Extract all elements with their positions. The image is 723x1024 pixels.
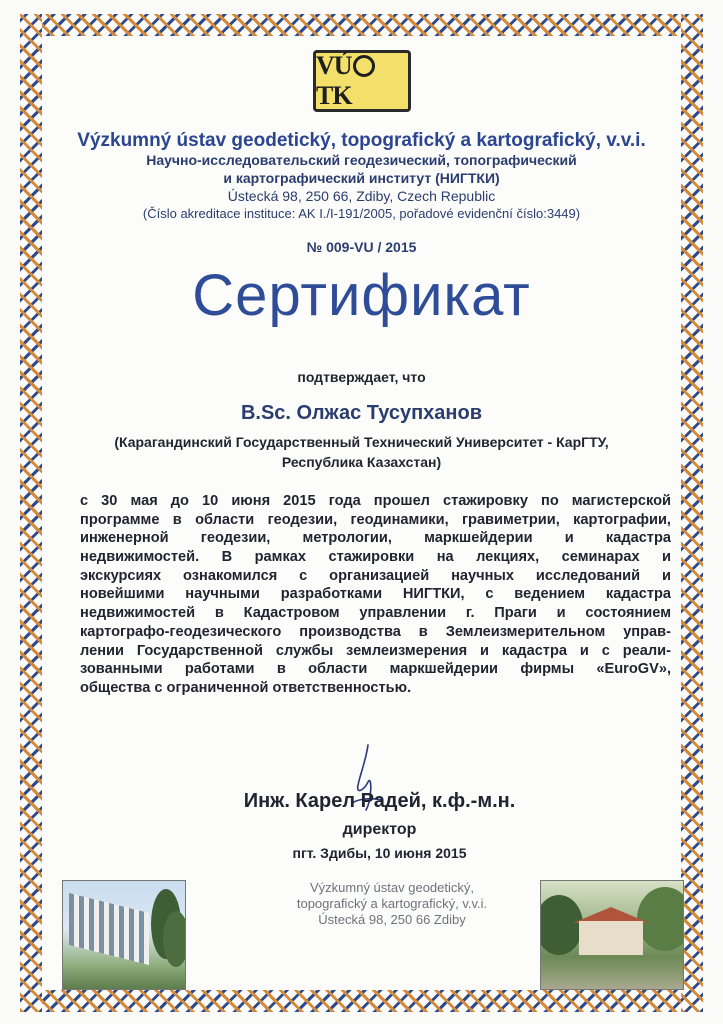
body-line: недвижимостей. В рамках стажировки на лекциях, семинарах и	[80, 549, 671, 566]
stamp-line: Ústecká 98, 250 66 Zdiby	[318, 912, 466, 927]
building-shape	[69, 893, 149, 965]
stamp-line: topografický a kartografický, v.v.i.	[296, 896, 488, 911]
stamp-line: Výzkumný ústav geodetický,	[309, 880, 475, 895]
recipient-name: B.Sc. Олжас Тусупханов	[240, 402, 483, 424]
institute-name-ru-line1: Научно-исследовательский геодезический, топографический	[146, 152, 577, 168]
body-line: программе в области геодезии, геодинамики, гравиметрии, картографии,	[80, 511, 671, 528]
certificate-number: № 009-VU / 2015	[306, 239, 417, 255]
recipient-affiliation-line2: Республика Казахстан)	[281, 454, 442, 470]
globe-icon	[353, 55, 375, 77]
decorative-border-top	[20, 14, 703, 36]
decorative-border-right	[681, 14, 703, 1012]
institute-address: Ústecká 98, 250 66, Zdiby, Czech Republic	[227, 188, 496, 204]
body-line: недвижимостей в Кадастровом управлении г. Праги и состоянием	[80, 605, 671, 622]
body-line: общества с ограниченной ответственностью.	[80, 679, 412, 696]
certificate-title: Сертификат	[192, 263, 531, 328]
institute-logo	[313, 50, 411, 112]
confirmation-text: подтверждает, что	[297, 369, 426, 385]
countryside-house-photo	[540, 880, 684, 990]
body-line: с 30 мая до 10 июня 2015 года прошел стажировку по магистерской	[80, 493, 671, 509]
house-shape	[579, 921, 643, 955]
decorative-border-bottom	[20, 990, 703, 1012]
tree-shape	[540, 895, 583, 955]
decorative-border-left	[20, 14, 42, 1012]
signatory-place-date: пгт. Здибы, 10 июня 2015	[292, 845, 467, 861]
institute-name: Výzkumný ústav geodetický, topografický a kartografický, v.v.i.	[77, 130, 646, 151]
institute-building-photo	[62, 880, 186, 990]
accreditation-note: (Číslo akreditace instituce: AK I./I-191/2005, pořadové evidenční číslo:3449)	[142, 206, 581, 221]
body-line: экскурсиях ознакомился с организацией научных исследований и	[80, 567, 671, 584]
body-line: лении Государственной службы землеизмерения и кадастра и с реали-	[80, 642, 671, 659]
tree-shape	[163, 911, 186, 967]
certificate-body-text	[80, 492, 671, 698]
institute-name-ru-line2: и картографический институт (НИГТКИ)	[223, 170, 500, 186]
signatory-name: Инж. Карел Радей, к.ф.-м.н.	[243, 790, 516, 812]
recipient-affiliation-line1: (Карагандинский Государственный Технический Университет - КарГТУ,	[114, 434, 609, 450]
body-line: новейшими научными разработками НИГТКИ, с ведением кадастра	[80, 586, 671, 603]
logo-text: VÚTK	[316, 51, 408, 111]
official-stamp	[292, 880, 492, 928]
signatory-role: директор	[342, 821, 417, 838]
body-line: картографо-геодезического производства в Землеизмерительном управ-	[80, 623, 671, 640]
body-line: зованными работами в области маркшейдерии фирмы «EuroGV»,	[80, 661, 671, 678]
body-line: инженерной геодезии, метрологии, маркшейдерии и кадастра	[80, 530, 671, 547]
